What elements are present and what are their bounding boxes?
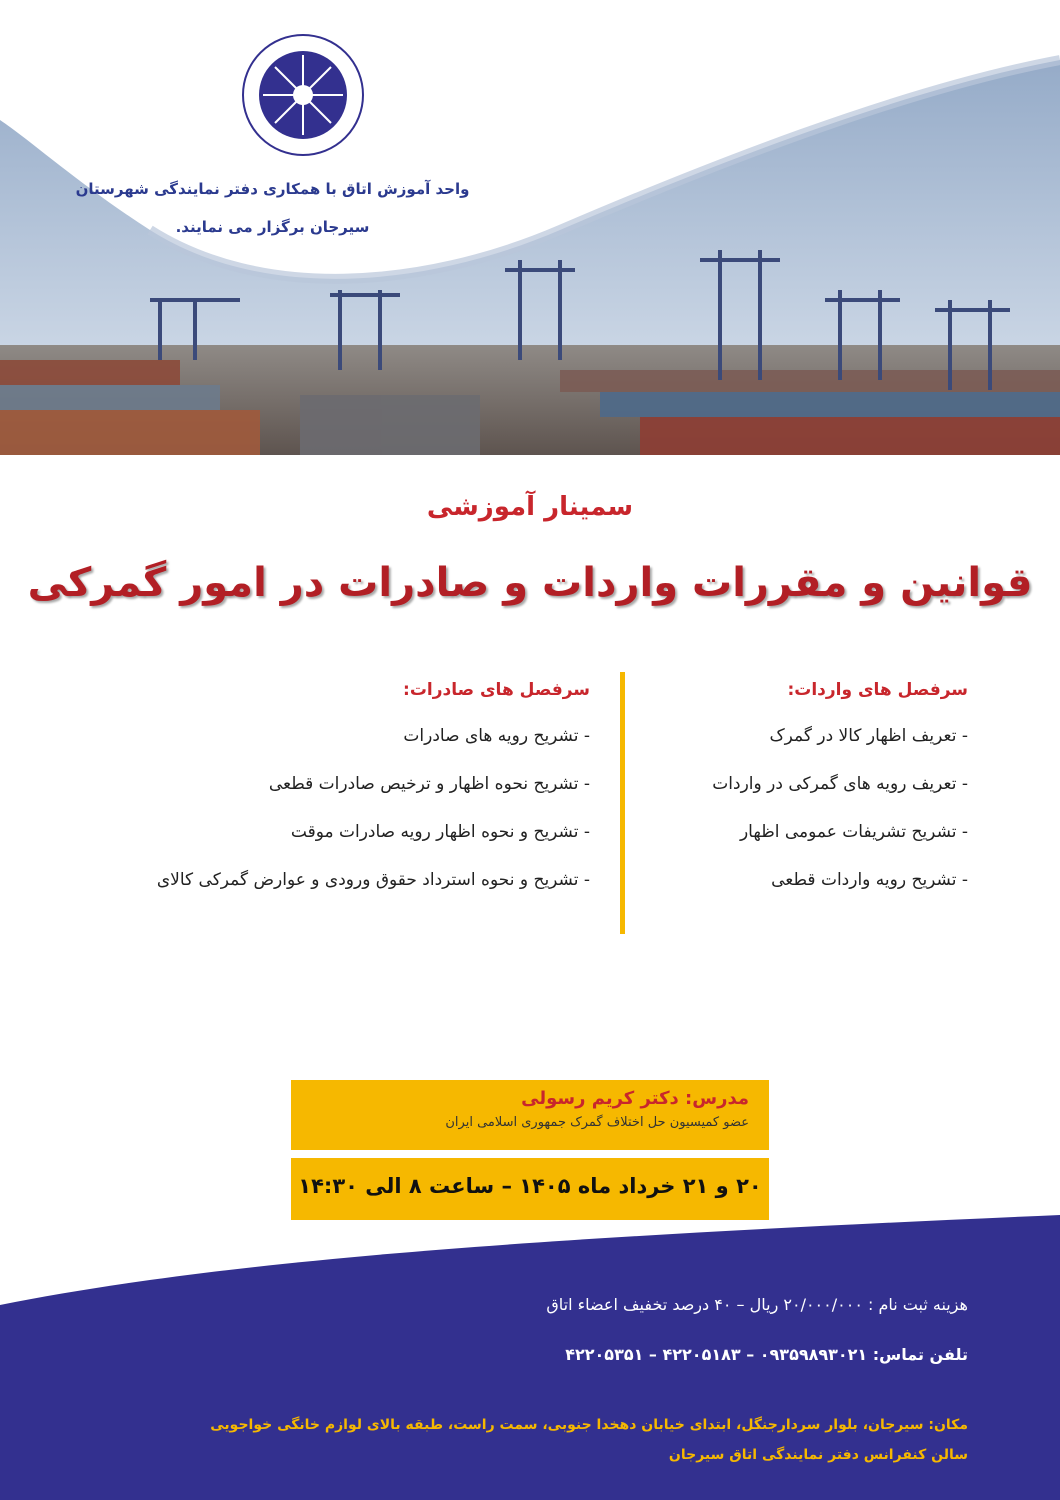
teacher-name: مدرس: دکتر کریم رسولی xyxy=(521,1088,749,1109)
exports-item: - تشریح رویه های صادرات xyxy=(403,726,590,746)
imports-item: - تشریح رویه واردات قطعی xyxy=(771,870,968,890)
exports-item: - تشریح نحوه اظهار و ترخیص صادرات قطعی xyxy=(268,774,590,794)
imports-item: - تعریف اظهار کالا در گمرک xyxy=(769,726,968,746)
organizer-line-1: واحد آموزش اتاق با همکاری دفتر نمایندگی شهرستان xyxy=(75,180,470,198)
date-time-box: ۲۰ و ۲۱ خرداد ماه ۱۴۰۵ – ساعت ۸ الی ۱۴:۳۰ xyxy=(291,1158,769,1220)
exports-item: - تشریح و نحوه اظهار رویه صادرات موقت xyxy=(290,822,590,842)
imports-heading: سرفصل های واردات: xyxy=(787,680,968,700)
venue-address xyxy=(68,1410,968,1470)
venue-line-1: مکان: سیرجان، بلوار سردارجنگل، ابتدای خیابان دهخدا جنوبی، سمت راست، طبقه بالای لوازم خانگی خواجویی xyxy=(210,1417,968,1433)
imports-column xyxy=(568,680,968,910)
chamber-logo-icon xyxy=(238,30,368,160)
organizer-text xyxy=(60,170,485,246)
registration-fee: هزینه ثبت نام : ۲۰/۰۰۰/۰۰۰ ریال – ۴۰ درصد تخفیف اعضاء اتاق xyxy=(546,1295,968,1314)
imports-item: - تعریف رویه های گمرکی در واردات xyxy=(712,774,968,794)
contact-phone: تلفن تماس: ۰۹۳۵۹۸۹۳۰۲۱ – ۴۲۲۰۵۱۸۳ – ۴۲۲۰۵۳۵۱ xyxy=(565,1345,968,1364)
exports-item: - تشریح و نحوه استرداد حقوق ورودی و عوارض گمرکی کالای xyxy=(156,870,590,890)
venue-line-2: سالن کنفرانس دفتر نمایندگی اتاق سیرجان xyxy=(668,1447,968,1463)
seminar-title: قوانین و مقررات واردات و صادرات در امور گمرکی xyxy=(27,560,1033,606)
hero-banner xyxy=(0,0,1060,455)
imports-item: - تشریح تشریفات عمومی اظهار xyxy=(739,822,968,842)
teacher-role: عضو کمیسیون حل اختلاف گمرک جمهوری اسلامی ایران xyxy=(445,1115,749,1130)
teacher-box xyxy=(291,1080,769,1150)
exports-heading: سرفصل های صادرات: xyxy=(403,680,590,700)
organizer-line-2: سیرجان برگزار می نمایند. xyxy=(175,218,370,236)
exports-column xyxy=(70,680,590,910)
seminar-subtitle: سمینار آموزشی xyxy=(426,492,634,522)
